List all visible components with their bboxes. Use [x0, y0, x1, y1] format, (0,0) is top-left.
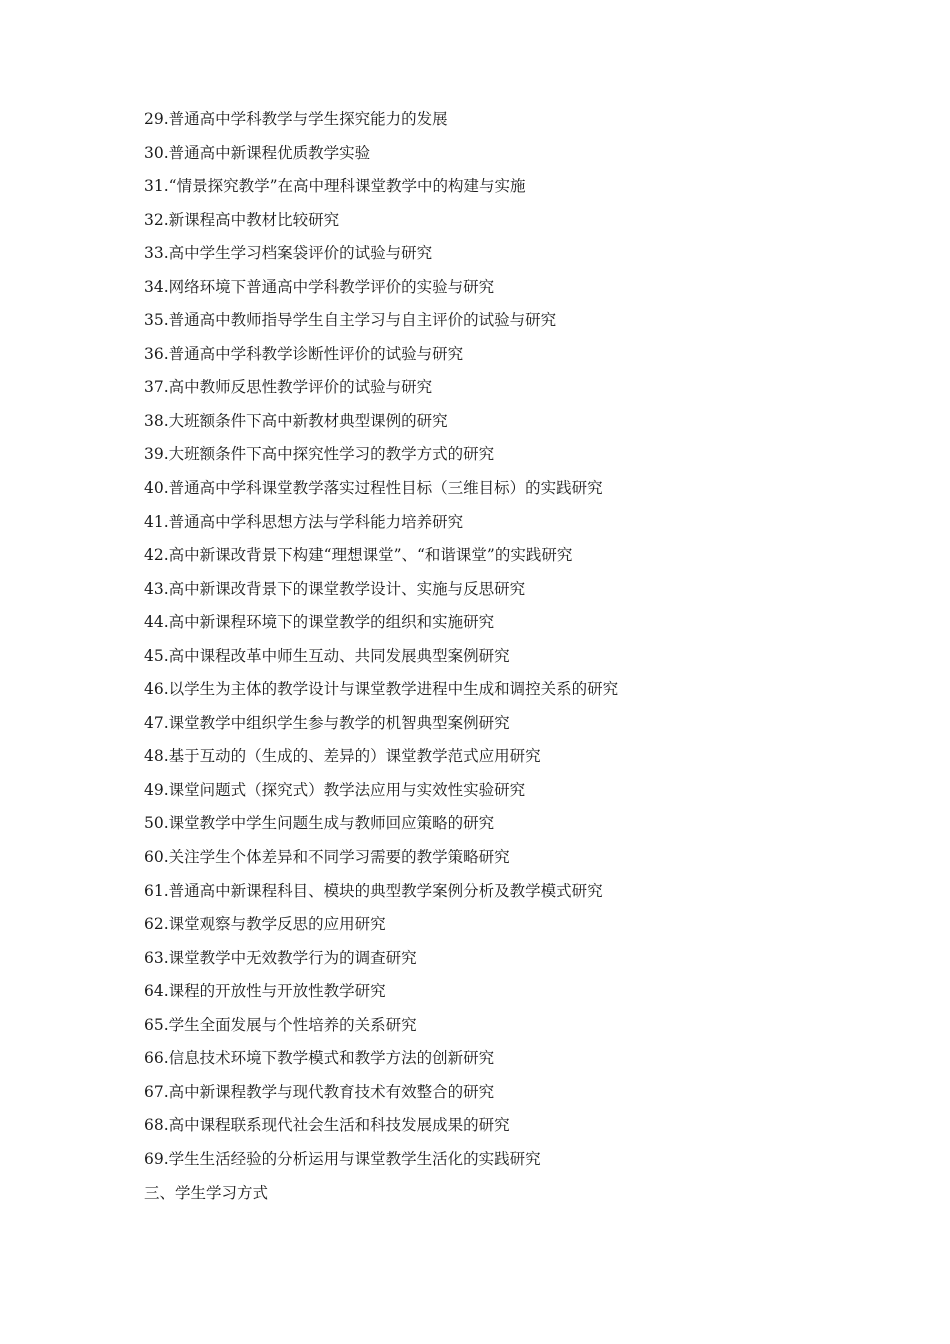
list-item: 49.课堂问题式（探究式）教学法应用与实效性实验研究	[144, 780, 526, 799]
list-item: 36.普通高中学科教学诊断性评价的试验与研究	[144, 344, 464, 363]
list-item: 47.课堂教学中组织学生参与教学的机智典型案例研究	[144, 713, 510, 732]
list-item: 39.大班额条件下高中探究性学习的教学方式的研究	[144, 445, 495, 464]
list-item: 46.以学生为主体的教学设计与课堂教学进程中生成和调控关系的研究	[144, 680, 619, 699]
research-topic-list	[144, 105, 618, 1212]
list-item: 65.学生全面发展与个性培养的关系研究	[144, 1015, 417, 1034]
list-item: 32.新课程高中教材比较研究	[144, 210, 340, 229]
list-item: 42.高中新课改背景下构建“理想课堂”、“和谐课堂”的实践研究	[144, 546, 573, 565]
list-item: 50.课堂教学中学生问题生成与教师回应策略的研究	[144, 814, 495, 833]
section-heading: 三、学生学习方式	[144, 1183, 269, 1202]
list-item: 41.普通高中学科思想方法与学科能力培养研究	[144, 512, 464, 531]
list-item: 29.普通高中学科教学与学生探究能力的发展	[144, 110, 448, 128]
list-item: 34.网络环境下普通高中学科教学评价的实验与研究	[144, 277, 495, 296]
list-item: 40.普通高中学科课堂教学落实过程性目标（三维目标）的实践研究	[144, 479, 603, 498]
list-item: 63.课堂教学中无效教学行为的调查研究	[144, 948, 417, 967]
list-item: 43.高中新课改背景下的课堂教学设计、实施与反思研究	[144, 579, 526, 598]
list-item: 30.普通高中新课程优质教学实验	[144, 143, 371, 162]
list-item: 35.普通高中教师指导学生自主学习与自主评价的试验与研究	[144, 311, 557, 330]
list-item: 38.大班额条件下高中新教材典型课例的研究	[144, 411, 448, 430]
list-item: 45.高中课程改革中师生互动、共同发展典型案例研究	[144, 646, 510, 665]
list-item: 31.“情景探究教学”在高中理科课堂教学中的构建与实施	[144, 177, 526, 196]
list-item: 48.基于互动的（生成的、差异的）课堂教学范式应用研究	[144, 747, 541, 766]
list-item: 61.普通高中新课程科目、模块的典型教学案例分析及教学模式研究	[144, 881, 603, 900]
list-item: 68.高中课程联系现代社会生活和科技发展成果的研究	[144, 1116, 510, 1135]
list-item: 60.关注学生个体差异和不同学习需要的教学策略研究	[144, 848, 510, 867]
list-item: 33.高中学生学习档案袋评价的试验与研究	[144, 244, 433, 263]
list-item: 44.高中新课程环境下的课堂教学的组织和实施研究	[144, 613, 495, 632]
list-item: 62.课堂观察与教学反思的应用研究	[144, 915, 386, 934]
list-item: 37.高中教师反思性教学评价的试验与研究	[144, 378, 433, 397]
list-item: 64.课程的开放性与开放性教学研究	[144, 982, 386, 1001]
list-item: 66.信息技术环境下教学模式和教学方法的创新研究	[144, 1049, 495, 1068]
list-item: 67.高中新课程教学与现代教育技术有效整合的研究	[144, 1082, 495, 1101]
list-item: 69.学生生活经验的分析运用与课堂教学生活化的实践研究	[144, 1149, 541, 1168]
